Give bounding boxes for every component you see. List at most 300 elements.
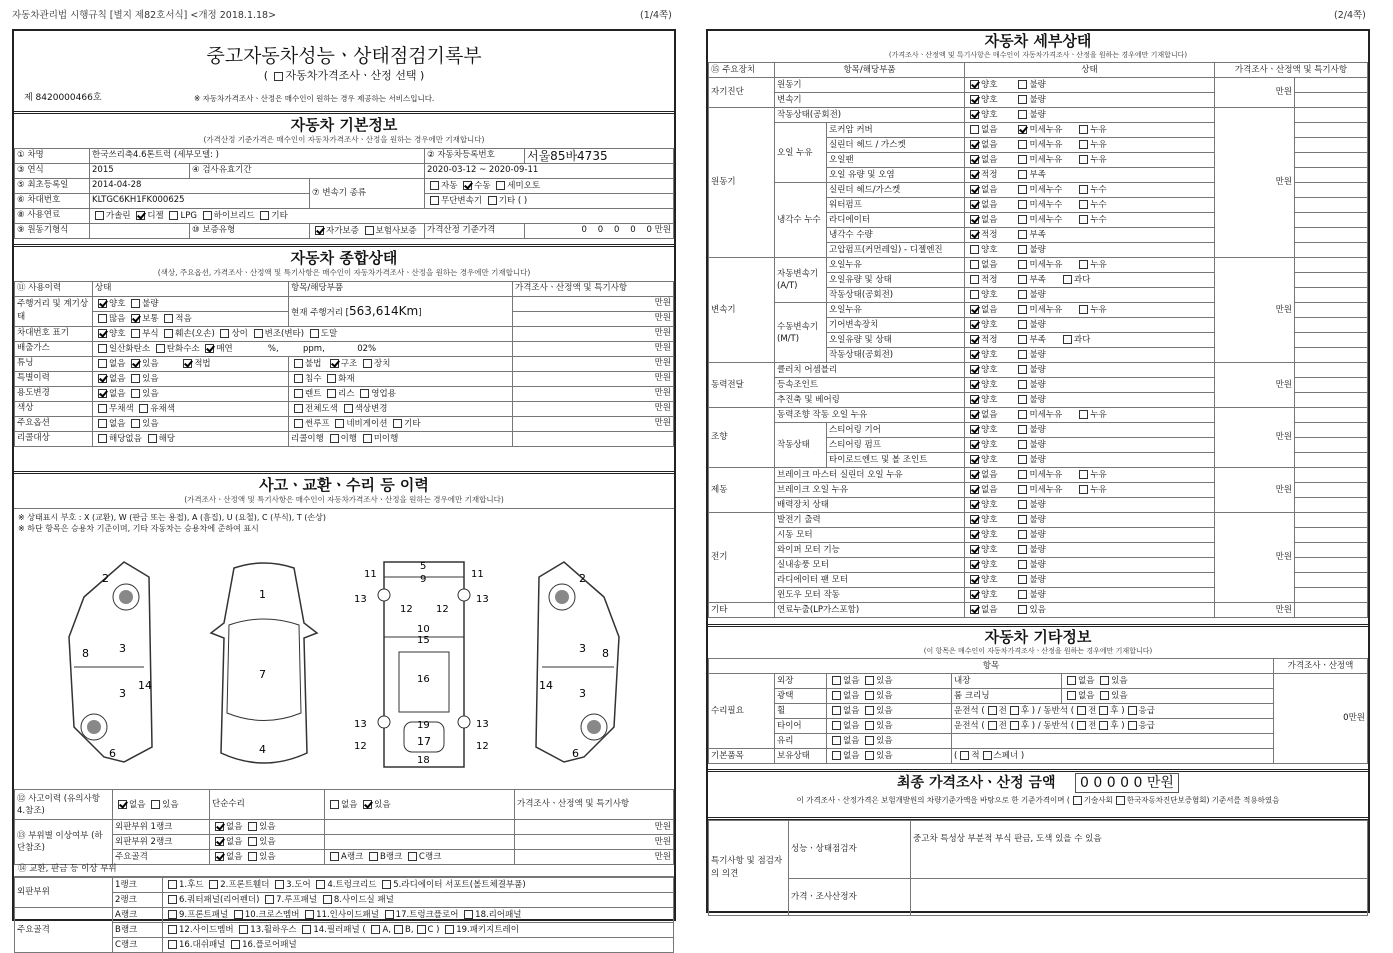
price-cell: 만원 <box>513 296 674 311</box>
status-label: 양호 <box>981 245 998 256</box>
price-cell: 만원 <box>1215 363 1295 408</box>
checkbox[interactable] <box>1100 676 1109 685</box>
checkbox[interactable] <box>363 434 372 443</box>
status-checkbox[interactable] <box>1018 575 1027 584</box>
checkbox[interactable] <box>1099 721 1108 730</box>
status-checkbox[interactable] <box>970 530 979 539</box>
trans-etc-checkbox[interactable] <box>488 196 497 205</box>
checkbox[interactable] <box>294 404 303 413</box>
status-checkbox[interactable] <box>1018 455 1027 464</box>
checkbox[interactable] <box>865 676 874 685</box>
checkbox[interactable] <box>131 374 140 383</box>
checkbox[interactable] <box>131 329 140 338</box>
status-checkbox[interactable] <box>1079 470 1088 479</box>
checkbox[interactable] <box>832 676 841 685</box>
status-checkbox[interactable] <box>970 545 979 554</box>
status-label: 누유 <box>1090 140 1107 151</box>
status-label: 누유 <box>1090 410 1107 421</box>
status-checkbox[interactable] <box>1018 470 1027 479</box>
checkbox[interactable] <box>1077 706 1086 715</box>
status-label: 미세누유 <box>1029 155 1063 166</box>
note-cell <box>1295 198 1368 213</box>
status-checkbox[interactable] <box>1079 125 1088 134</box>
checkbox[interactable] <box>98 374 107 383</box>
checkbox[interactable] <box>1010 706 1019 715</box>
status-checkbox[interactable] <box>1018 110 1027 119</box>
status-checkbox[interactable] <box>1018 230 1027 239</box>
status-checkbox[interactable] <box>1079 305 1088 314</box>
header-cell: 항목 <box>709 659 1274 674</box>
label: ⑦ 변속기 종류 <box>310 178 425 208</box>
status-checkbox[interactable] <box>970 575 979 584</box>
note-cell <box>1295 273 1368 288</box>
label: ⑤ 최초등록일 <box>15 178 90 193</box>
checkbox[interactable] <box>1067 676 1076 685</box>
chassis-number: KLTGC6KH1FK000625 <box>90 193 310 208</box>
item-label: 워터펌프 <box>827 198 965 213</box>
checkbox[interactable] <box>344 404 353 413</box>
checkbox[interactable] <box>1099 706 1108 715</box>
checkbox[interactable] <box>183 359 192 368</box>
item-label: 오일유량 및 상태 <box>827 333 965 348</box>
status-label: 미세누수 <box>1029 215 1063 226</box>
warranty-self-checkbox[interactable] <box>315 226 324 235</box>
status-checkbox[interactable] <box>1018 320 1027 329</box>
status-checkbox[interactable] <box>1079 155 1088 164</box>
checkbox[interactable] <box>327 389 336 398</box>
checkbox[interactable] <box>302 925 311 934</box>
mileage-high-checkbox[interactable] <box>98 314 107 323</box>
status-checkbox[interactable] <box>1018 395 1027 404</box>
status-checkbox[interactable] <box>1079 485 1088 494</box>
status-checkbox[interactable] <box>1018 530 1027 539</box>
checkbox[interactable] <box>148 434 157 443</box>
status-label: 불량 <box>1029 245 1046 256</box>
price-cell: 만원 <box>515 835 674 850</box>
status-checkbox[interactable] <box>970 170 979 179</box>
appraiser-label: 가격ㆍ조사산정자 <box>789 878 911 915</box>
checkbox[interactable] <box>865 691 874 700</box>
status-checkbox[interactable] <box>1018 80 1027 89</box>
checkbox[interactable] <box>294 419 303 428</box>
note-cell <box>1295 558 1368 573</box>
status-checkbox[interactable] <box>1018 275 1027 284</box>
status-options <box>965 603 1215 618</box>
status-options <box>965 273 1215 288</box>
status-label: 불량 <box>1029 290 1046 301</box>
checkbox[interactable] <box>393 419 402 428</box>
status-label: 불량 <box>1029 545 1046 556</box>
status-checkbox[interactable] <box>1079 200 1088 209</box>
item-label: 발전기 출력 <box>775 513 965 528</box>
sub-label: 오일 누유 <box>775 123 827 183</box>
checkbox[interactable] <box>832 736 841 745</box>
remarks-section <box>708 817 1368 915</box>
fuel-etc-checkbox[interactable] <box>260 211 269 220</box>
checkbox[interactable] <box>464 910 473 919</box>
checkbox[interactable] <box>248 837 257 846</box>
status-checkbox[interactable] <box>1063 335 1072 344</box>
trans-semi-checkbox[interactable] <box>496 181 505 190</box>
price-cell: 만원 <box>1215 513 1295 603</box>
checkbox[interactable] <box>1067 691 1076 700</box>
status-checkbox[interactable] <box>1018 260 1027 269</box>
checkbox[interactable] <box>215 822 224 831</box>
checkbox[interactable] <box>382 880 391 889</box>
remarks-table <box>708 820 1368 916</box>
rankB-parts: 12.사이드멤버 13.휠하우스 14.필러패널 ( A, B, C ) 19.패키지트레이 <box>163 923 674 938</box>
status-options <box>965 108 1215 123</box>
checkbox[interactable] <box>131 419 140 428</box>
recall-detail: 리콜이행 이행 미이행 <box>289 431 513 446</box>
detail-row <box>709 408 1368 423</box>
checkbox[interactable] <box>98 359 107 368</box>
status-checkbox[interactable] <box>970 410 979 419</box>
sub-label: 자동변속기 (A/T) <box>775 258 827 303</box>
status-checkbox[interactable] <box>970 365 979 374</box>
label: 주요골격 <box>113 850 210 865</box>
checkbox[interactable] <box>1128 706 1137 715</box>
inspector-opinion: 중고차 특성상 부분적 부식 판금, 도색 있을 수 있음 <box>911 821 1368 879</box>
diagram-number: 16 <box>417 674 430 685</box>
checkbox[interactable] <box>865 721 874 730</box>
status-checkbox[interactable] <box>970 290 979 299</box>
item-label: 작동상태(공회전) <box>827 348 965 363</box>
tuning-detail: 불법 구조 장치 <box>289 356 513 371</box>
status-checkbox[interactable] <box>970 305 979 314</box>
checkbox[interactable] <box>417 925 426 934</box>
checkbox[interactable] <box>248 852 257 861</box>
status-checkbox[interactable] <box>1018 305 1027 314</box>
gauge-good-checkbox[interactable] <box>98 299 107 308</box>
checkbox[interactable] <box>335 419 344 428</box>
status-label: 양호 <box>981 80 998 91</box>
label: B랭크 <box>113 923 163 938</box>
status-label: 적정 <box>981 230 998 241</box>
checkbox[interactable] <box>832 706 841 715</box>
checkbox[interactable] <box>215 852 224 861</box>
checkbox[interactable] <box>220 329 229 338</box>
checkbox[interactable] <box>960 751 969 760</box>
checkbox[interactable] <box>98 329 107 338</box>
checkbox[interactable] <box>330 359 339 368</box>
checkbox[interactable] <box>294 389 303 398</box>
item-label: 동력조향 작동 오일 누유 <box>775 408 965 423</box>
checkbox[interactable] <box>327 374 336 383</box>
checkbox[interactable] <box>330 852 339 861</box>
status-checkbox[interactable] <box>1079 410 1088 419</box>
status-checkbox[interactable] <box>970 125 979 134</box>
status-checkbox[interactable] <box>970 80 979 89</box>
item-label: 시동 모터 <box>775 528 965 543</box>
checkbox[interactable] <box>1077 721 1086 730</box>
checkbox[interactable] <box>168 910 177 919</box>
checkbox[interactable] <box>294 359 303 368</box>
status-checkbox[interactable] <box>1018 200 1027 209</box>
basic-info-section <box>14 115 674 247</box>
checkbox[interactable] <box>131 389 140 398</box>
row-label: 용도변경 <box>15 386 93 401</box>
checkbox[interactable] <box>1116 796 1125 805</box>
checkbox[interactable] <box>1100 691 1109 700</box>
checkbox[interactable] <box>98 419 107 428</box>
base-price: 0 0 0 0 0 만원 <box>525 223 674 238</box>
status-label: 미세누유 <box>1029 470 1063 481</box>
status-checkbox[interactable] <box>1018 590 1027 599</box>
engine-type <box>90 223 190 238</box>
item-label: 작동상태(공회전) <box>827 288 965 303</box>
status-options <box>965 588 1215 603</box>
checkbox[interactable] <box>832 751 841 760</box>
trans-auto-checkbox[interactable] <box>430 181 439 190</box>
basic-info-note: (가격산정 기준가격은 매수인이 자동차가격조사ㆍ산정을 원하는 경우에만 기재합니다) <box>203 135 485 144</box>
checkbox[interactable] <box>168 895 177 904</box>
checkbox[interactable] <box>168 880 177 889</box>
checkbox[interactable] <box>239 925 248 934</box>
checkbox[interactable] <box>1010 721 1019 730</box>
status-checkbox[interactable] <box>1018 215 1027 224</box>
checkbox[interactable] <box>275 880 284 889</box>
status-checkbox[interactable] <box>1018 125 1027 134</box>
status-checkbox[interactable] <box>970 155 979 164</box>
status-label: 불량 <box>1029 560 1046 571</box>
checkbox[interactable] <box>168 940 177 949</box>
note-cell <box>1295 588 1368 603</box>
checkbox[interactable] <box>988 721 997 730</box>
detail-row <box>709 78 1368 93</box>
status-label: 불량 <box>1029 365 1046 376</box>
price-cell <box>513 431 674 446</box>
label: 보유상태 <box>775 749 827 764</box>
status-checkbox[interactable] <box>970 230 979 239</box>
status-checkbox[interactable] <box>970 380 979 389</box>
status-checkbox[interactable] <box>970 350 979 359</box>
status-checkbox[interactable] <box>970 335 979 344</box>
checkbox[interactable] <box>305 910 314 919</box>
checkbox[interactable] <box>371 925 380 934</box>
checkbox[interactable] <box>1128 721 1137 730</box>
status-checkbox[interactable] <box>970 320 979 329</box>
checkbox[interactable] <box>205 344 214 353</box>
status-checkbox[interactable] <box>970 485 979 494</box>
appraiser-opinion <box>911 878 1368 915</box>
fuel-hybrid-checkbox[interactable] <box>203 211 212 220</box>
frame-table <box>14 907 674 953</box>
fuel-gasoline-checkbox[interactable] <box>95 211 104 220</box>
car-frame-diagram <box>354 557 494 772</box>
checkbox[interactable] <box>139 404 148 413</box>
price-option-checkbox[interactable] <box>274 72 283 81</box>
checkbox[interactable] <box>151 800 160 809</box>
status-checkbox[interactable] <box>970 470 979 479</box>
checkbox[interactable] <box>254 329 263 338</box>
status-checkbox[interactable] <box>970 440 979 449</box>
gauge-bad-checkbox[interactable] <box>131 299 140 308</box>
checkbox[interactable] <box>156 344 165 353</box>
status-checkbox[interactable] <box>1018 290 1027 299</box>
status-checkbox[interactable] <box>970 185 979 194</box>
checkbox[interactable] <box>385 910 394 919</box>
status-checkbox[interactable] <box>1018 350 1027 359</box>
checkbox[interactable] <box>865 751 874 760</box>
checkbox[interactable] <box>865 736 874 745</box>
status-checkbox[interactable] <box>970 605 979 614</box>
mileage-normal-checkbox[interactable] <box>131 314 140 323</box>
note-cell <box>1295 363 1368 378</box>
status-checkbox[interactable] <box>1018 515 1027 524</box>
status-checkbox[interactable] <box>1018 170 1027 179</box>
checkbox[interactable] <box>265 895 274 904</box>
final-price-section <box>708 769 1368 815</box>
status-checkbox[interactable] <box>970 425 979 434</box>
checkbox[interactable] <box>360 389 369 398</box>
status-checkbox[interactable] <box>1079 215 1088 224</box>
checkbox[interactable] <box>983 751 992 760</box>
diagram-number: 3 <box>119 687 126 700</box>
status-checkbox[interactable] <box>1018 560 1027 569</box>
status-checkbox[interactable] <box>1018 410 1027 419</box>
diagram-number: 6 <box>572 747 579 760</box>
status-checkbox[interactable] <box>970 140 979 149</box>
status-options <box>965 198 1215 213</box>
status-checkbox[interactable] <box>1018 440 1027 449</box>
checkbox[interactable] <box>330 800 339 809</box>
checkbox[interactable] <box>330 434 339 443</box>
recall: 해당없음 해당 <box>93 431 289 446</box>
item-label: 오일팬 <box>827 153 965 168</box>
status-checkbox[interactable] <box>970 455 979 464</box>
checkbox[interactable] <box>865 706 874 715</box>
checkbox[interactable] <box>168 925 177 934</box>
warranty-insurer-checkbox[interactable] <box>365 226 374 235</box>
checkbox[interactable] <box>408 852 417 861</box>
group-label: 제동 <box>709 468 775 513</box>
status-checkbox[interactable] <box>1018 335 1027 344</box>
row-label: 주요옵션 <box>15 416 93 431</box>
checkbox[interactable] <box>131 359 140 368</box>
status-checkbox[interactable] <box>970 95 979 104</box>
empty-cell <box>952 734 1274 749</box>
checkbox[interactable] <box>98 404 107 413</box>
status-checkbox[interactable] <box>1018 95 1027 104</box>
status-checkbox[interactable] <box>1018 500 1027 509</box>
status-checkbox[interactable] <box>1018 425 1027 434</box>
status-options <box>965 363 1215 378</box>
item-label: 로커암 커버 <box>827 123 965 138</box>
checkbox[interactable] <box>248 822 257 831</box>
status-checkbox[interactable] <box>1018 545 1027 554</box>
status-checkbox[interactable] <box>970 515 979 524</box>
fuel-lpg-checkbox[interactable] <box>169 211 178 220</box>
group-label: 변속기 <box>709 258 775 363</box>
status-options <box>965 258 1215 273</box>
note-cell <box>1295 513 1368 528</box>
checkbox[interactable] <box>832 691 841 700</box>
row-label: ⑭ 교환, 판금 등 이상 부위 <box>14 863 674 877</box>
checkbox[interactable] <box>98 434 107 443</box>
checkbox[interactable] <box>369 852 378 861</box>
status-checkbox[interactable] <box>970 500 979 509</box>
checkbox[interactable] <box>294 374 303 383</box>
status-checkbox[interactable] <box>1018 185 1027 194</box>
diagram-number: 17 <box>417 735 431 748</box>
options: 없음 있음 <box>210 850 325 865</box>
label: 2랭크 <box>113 893 163 908</box>
status-checkbox[interactable] <box>1018 140 1027 149</box>
status-checkbox[interactable] <box>1079 260 1088 269</box>
status-checkbox[interactable] <box>970 110 979 119</box>
checkbox[interactable] <box>363 359 372 368</box>
status-checkbox[interactable] <box>970 245 979 254</box>
options: 없음 있음 <box>93 416 289 431</box>
checkbox[interactable] <box>98 344 107 353</box>
checkbox[interactable] <box>316 880 325 889</box>
price-cell: 만원 <box>1215 108 1295 258</box>
fuel-diesel-checkbox[interactable] <box>136 211 145 220</box>
checkbox[interactable] <box>988 706 997 715</box>
status-checkbox[interactable] <box>1018 365 1027 374</box>
checkbox[interactable] <box>118 800 127 809</box>
status-label: 부족 <box>1029 275 1046 286</box>
checkbox[interactable] <box>323 895 332 904</box>
checkbox[interactable] <box>164 329 173 338</box>
item-label: 추진축 및 베어링 <box>775 393 965 408</box>
checkbox[interactable] <box>445 925 454 934</box>
status-checkbox[interactable] <box>970 215 979 224</box>
label: A랭크 <box>113 908 163 923</box>
status-checkbox[interactable] <box>1079 185 1088 194</box>
trans-manual-checkbox[interactable] <box>463 181 472 190</box>
tire-position: 운전석 ( 전 후 ) / 동반석 ( 전 후 ) 응급 <box>952 719 1274 734</box>
checkbox[interactable] <box>209 880 218 889</box>
mileage-low-checkbox[interactable] <box>164 314 173 323</box>
status-checkbox[interactable] <box>970 560 979 569</box>
current-mileage: 현재 주행거리 [563,614Km] <box>289 296 513 326</box>
status-checkbox[interactable] <box>970 200 979 209</box>
status-label: 양호 <box>981 500 998 511</box>
checkbox[interactable] <box>394 925 403 934</box>
checkbox[interactable] <box>310 329 319 338</box>
status-checkbox[interactable] <box>970 590 979 599</box>
rankA-parts: 9.프론트패널 10.크로스멤버 11.인사이드패널 17.트렁크플로어 18.리어패널 <box>163 908 674 923</box>
status-checkbox[interactable] <box>970 395 979 404</box>
checkbox[interactable] <box>363 800 372 809</box>
status-checkbox[interactable] <box>1018 155 1027 164</box>
note-cell <box>1295 498 1368 513</box>
status-checkbox[interactable] <box>1018 380 1027 389</box>
status-options <box>965 468 1215 483</box>
label: ⑧ 사용연료 <box>15 208 90 223</box>
diagram-number: 5 <box>420 561 427 572</box>
status-checkbox[interactable] <box>1063 275 1072 284</box>
trans-cvt-checkbox[interactable] <box>430 196 439 205</box>
checkbox[interactable] <box>215 837 224 846</box>
status-checkbox[interactable] <box>1018 485 1027 494</box>
status-checkbox[interactable] <box>1018 605 1027 614</box>
checkbox[interactable] <box>234 910 243 919</box>
status-checkbox[interactable] <box>970 260 979 269</box>
checkbox[interactable] <box>1073 796 1082 805</box>
status-checkbox[interactable] <box>970 275 979 284</box>
checkbox[interactable] <box>832 721 841 730</box>
overall-title: 자동차 종합상태 <box>290 249 398 267</box>
status-checkbox[interactable] <box>1079 140 1088 149</box>
status-checkbox[interactable] <box>1018 245 1027 254</box>
checkbox[interactable] <box>231 940 240 949</box>
checkbox[interactable] <box>98 389 107 398</box>
item-label: 작동상태(공회전) <box>775 108 965 123</box>
status-label: 양호 <box>981 590 998 601</box>
